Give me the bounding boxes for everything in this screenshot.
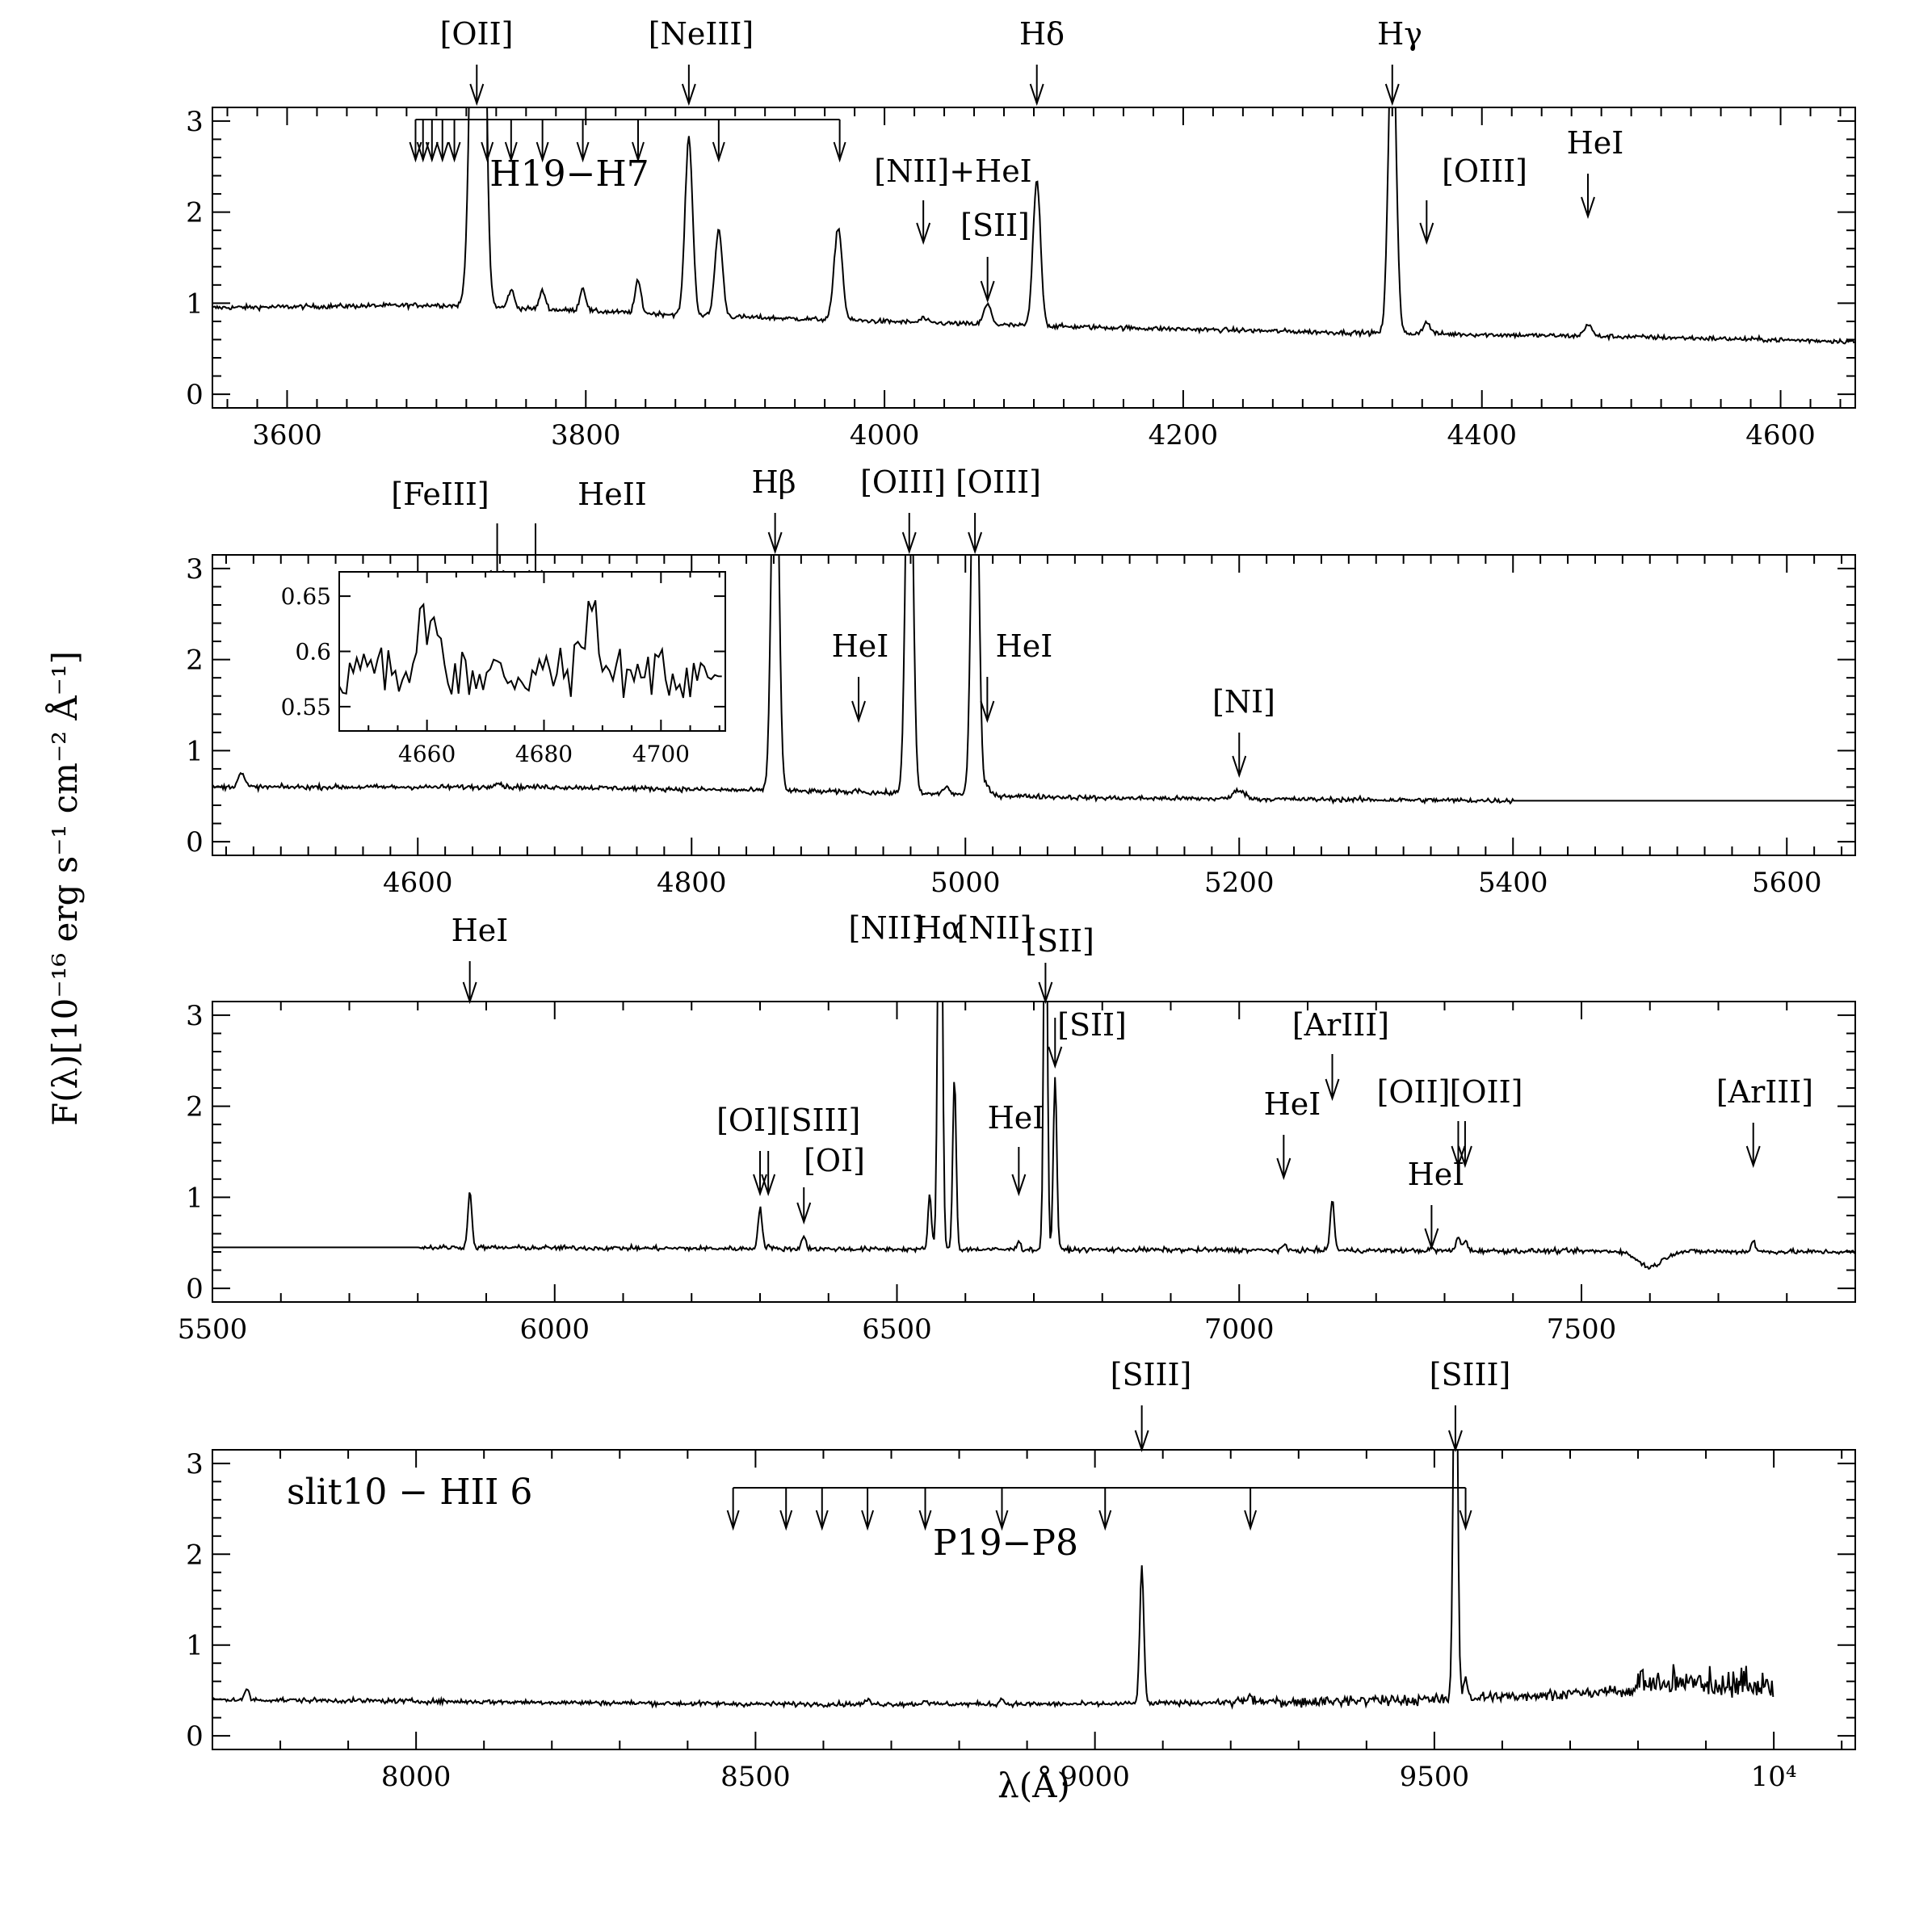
series-label: H19−H7 [489,153,649,195]
x-tick-label: 4000 [849,419,920,452]
line-annotation-label: [OI] [716,1102,778,1138]
line-annotation-label: HeI [1566,125,1624,161]
y-tick-label: 2 [186,1539,204,1572]
line-annotation-label: [OII] [1376,1074,1451,1110]
y-tick-label: 0 [186,1273,204,1306]
line-annotation-label: HeI [1263,1086,1321,1122]
line-annotation-label: [SIII] [1110,1357,1192,1392]
x-tick-label: 7000 [1203,1313,1275,1346]
panel-frame [212,1002,1855,1302]
panel-label: slit10 − HII 6 [287,1472,533,1513]
x-tick-label: 9500 [1399,1761,1470,1793]
y-tick-label: 2 [186,644,204,677]
line-annotation-label: Hδ [1018,16,1065,52]
inset-y-tick-label: 0.55 [280,693,331,720]
line-annotation-label: [FeIII] [391,477,489,512]
y-tick-label: 3 [186,1447,204,1480]
inset-frame [339,572,725,731]
y-tick-label: 3 [186,999,204,1032]
x-tick-label: 4400 [1447,419,1517,452]
inset-x-tick-label: 4660 [398,741,456,767]
line-annotation-label: [SII] [1057,1007,1127,1043]
y-tick-label: 2 [186,1090,204,1124]
x-tick-label: 3600 [252,419,322,452]
line-annotation-label: HeI [987,1100,1045,1136]
line-annotation-label: HeI [1407,1157,1465,1192]
x-tick-label: 6500 [862,1313,932,1346]
series-label: P19−P8 [932,1522,1079,1564]
x-tick-label: 10⁴ [1750,1761,1797,1793]
panels [178,0,1855,1793]
x-tick-label: 8000 [380,1761,452,1793]
inset-x-tick-label: 4680 [514,741,573,767]
x-tick-label: 4600 [382,867,453,899]
line-annotation-label: [SIII] [1429,1357,1511,1392]
x-tick-label: 4800 [656,867,727,899]
y-tick-label: 1 [186,1182,204,1215]
line-annotation-label: [OI] [804,1143,865,1178]
inset-y-tick-label: 0.65 [280,583,331,611]
line-annotation-label: [NeIII] [648,16,754,52]
y-tick-label: 3 [186,105,204,138]
panel-3 [178,703,1855,1346]
x-tick-label: 4600 [1745,419,1816,452]
line-annotation-label: HeI [831,628,889,664]
line-annotation-label: [OIII] [956,464,1041,500]
line-annotation-label: [SII] [960,208,1030,243]
y-axis-title: F(λ)[10⁻¹⁶ erg s⁻¹ cm⁻² Å⁻¹] [45,650,85,1127]
line-annotation-label: [ArIII] [1292,1007,1390,1043]
line-annotation-label: [OII] [439,16,514,52]
x-tick-label: 5000 [930,867,1001,899]
y-tick-label: 1 [186,288,204,321]
line-annotation-label: [ArIII] [1716,1074,1814,1110]
panel-1 [186,0,1855,452]
line-annotation-label: [SIII] [779,1102,861,1138]
line-annotation-label: HeI [995,628,1053,664]
line-annotation-label: [OIII] [860,464,946,500]
y-tick-label: 0 [186,826,204,859]
inset-plot [281,572,725,767]
line-annotation-label: [SII] [1025,923,1094,959]
x-tick-label: 5500 [177,1313,248,1346]
x-axis-title: λ(Å) [998,1766,1070,1805]
y-tick-label: 2 [186,196,204,229]
line-annotation-label: [OIII] [1442,153,1527,189]
line-annotation-label: HeI [451,913,509,948]
inset-x-tick-label: 4700 [632,741,690,767]
line-annotation-label: [NII]+HeI [874,153,1032,189]
line-annotation-label: [NII] [956,910,1032,946]
line-annotation-label: [NII] [848,910,924,946]
line-annotation-label: [NI] [1212,684,1275,720]
line-annotation-label: Hα [914,910,963,946]
y-tick-label: 0 [186,379,204,412]
line-annotation-label: [OII] [1449,1074,1523,1110]
x-tick-label: 5400 [1477,867,1548,899]
line-annotation-label: Hγ [1377,16,1422,52]
line-annotation-label: HeII [578,477,647,512]
x-tick-label: 8500 [720,1761,791,1793]
x-tick-label: 7500 [1546,1313,1617,1346]
x-tick-label: 9000 [1060,1761,1130,1793]
y-tick-label: 1 [186,735,204,768]
x-tick-label: 5200 [1203,867,1275,899]
panel-2 [186,338,1855,899]
line-annotation-label: Hβ [751,464,796,500]
y-tick-label: 0 [186,1720,204,1754]
x-tick-label: 4200 [1148,419,1219,452]
y-tick-label: 1 [186,1629,204,1662]
inset-y-tick-label: 0.6 [295,638,331,666]
x-tick-label: 5600 [1751,867,1822,899]
x-tick-label: 6000 [519,1313,590,1346]
x-tick-label: 3800 [551,419,621,452]
y-tick-label: 3 [186,552,204,586]
